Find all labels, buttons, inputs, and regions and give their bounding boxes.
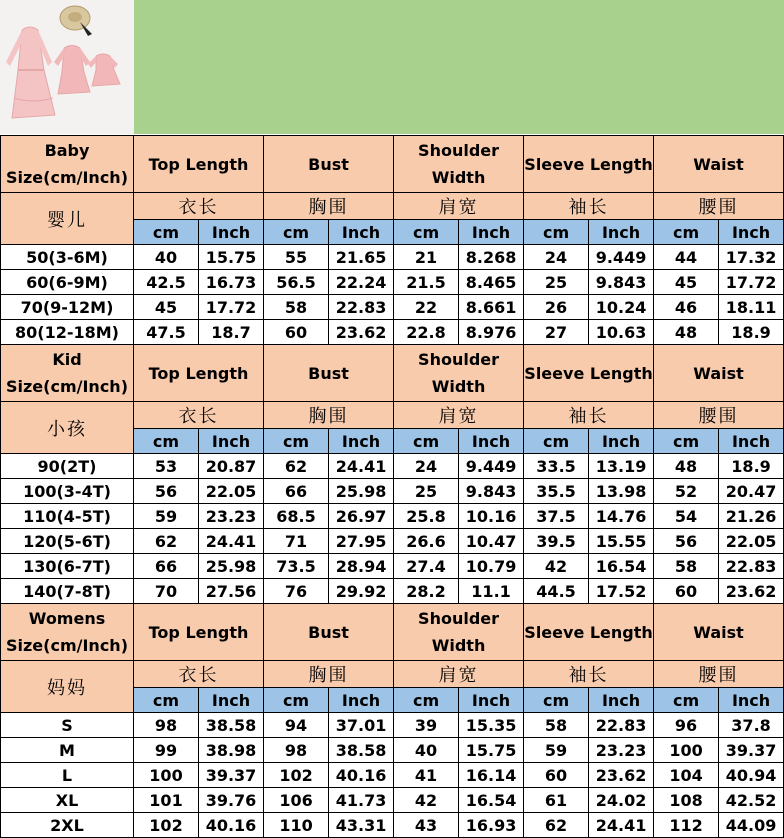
measure-cell: 54 xyxy=(654,504,719,529)
measure-cell: 39.76 xyxy=(199,788,264,813)
measure-cell: 76 xyxy=(264,579,329,604)
measure-cell: 101 xyxy=(134,788,199,813)
measure-cell: 38.58 xyxy=(329,738,394,763)
column-header-en: Waist xyxy=(654,345,784,402)
unit-cm: cm xyxy=(394,220,459,245)
unit-inch: Inch xyxy=(719,688,784,713)
measure-cell: 17.72 xyxy=(719,270,784,295)
measure-cell: 33.5 xyxy=(524,454,589,479)
unit-cm: cm xyxy=(134,688,199,713)
measure-cell: 28.94 xyxy=(329,554,394,579)
measure-cell: 10.79 xyxy=(459,554,524,579)
unit-inch: Inch xyxy=(329,429,394,454)
measure-cell: 26 xyxy=(524,295,589,320)
table-row xyxy=(1,788,784,813)
section-header-row xyxy=(1,345,784,402)
measure-cell: 11.1 xyxy=(459,579,524,604)
measure-cell: 25 xyxy=(524,270,589,295)
unit-inch: Inch xyxy=(589,688,654,713)
measure-cell: 98 xyxy=(264,738,329,763)
measure-cell: 16.93 xyxy=(459,813,524,838)
measure-cell: 60 xyxy=(264,320,329,345)
measure-cell: 98 xyxy=(134,713,199,738)
measure-cell: 15.55 xyxy=(589,529,654,554)
measure-cell: 26.6 xyxy=(394,529,459,554)
section-header-row xyxy=(1,604,784,661)
section-size-label xyxy=(1,604,134,661)
unit-inch: Inch xyxy=(719,429,784,454)
measure-cell: 43 xyxy=(394,813,459,838)
size-cell: 120(5-6T) xyxy=(1,529,134,554)
measure-cell: 45 xyxy=(654,270,719,295)
section-size-label xyxy=(1,136,134,193)
measure-cell: 48 xyxy=(654,454,719,479)
measure-cell: 18.11 xyxy=(719,295,784,320)
section-cn-header-row xyxy=(1,661,784,688)
column-header-en: Top Length xyxy=(134,136,264,193)
measure-cell: 43.31 xyxy=(329,813,394,838)
measure-cell: 22.83 xyxy=(719,554,784,579)
table-row xyxy=(1,529,784,554)
measure-cell: 40.16 xyxy=(329,763,394,788)
measure-cell: 10.63 xyxy=(589,320,654,345)
column-header-en: Sleeve Length xyxy=(524,604,654,661)
section-size-label xyxy=(1,345,134,402)
measure-cell: 106 xyxy=(264,788,329,813)
measure-cell: 62 xyxy=(264,454,329,479)
measure-cell: 102 xyxy=(264,763,329,788)
measure-cell: 16.54 xyxy=(459,788,524,813)
section-cn-label: 婴儿 xyxy=(1,193,134,245)
size-cell: 70(9-12M) xyxy=(1,295,134,320)
measure-cell: 24.41 xyxy=(199,529,264,554)
column-header-en: Sleeve Length xyxy=(524,136,654,193)
unit-cm: cm xyxy=(264,688,329,713)
unit-inch: Inch xyxy=(589,220,654,245)
measure-cell: 23.62 xyxy=(719,579,784,604)
measure-cell: 15.35 xyxy=(459,713,524,738)
unit-cm: cm xyxy=(394,688,459,713)
measure-cell: 16.54 xyxy=(589,554,654,579)
measure-cell: 39.37 xyxy=(199,763,264,788)
measure-cell: 39.37 xyxy=(719,738,784,763)
measure-cell: 40 xyxy=(134,245,199,270)
measure-cell: 61 xyxy=(524,788,589,813)
measure-cell: 23.62 xyxy=(329,320,394,345)
measure-cell: 28.2 xyxy=(394,579,459,604)
section-cn-label: 小孩 xyxy=(1,402,134,454)
measure-cell: 27.95 xyxy=(329,529,394,554)
measure-cell: 17.32 xyxy=(719,245,784,270)
measure-cell: 18.9 xyxy=(719,454,784,479)
measure-cell: 22.8 xyxy=(394,320,459,345)
measure-cell: 41.73 xyxy=(329,788,394,813)
column-header-en: Shoulder Width xyxy=(394,345,524,402)
measure-cell: 27.56 xyxy=(199,579,264,604)
unit-inch: Inch xyxy=(199,688,264,713)
table-row xyxy=(1,579,784,604)
measure-cell: 25 xyxy=(394,479,459,504)
measure-cell: 17.52 xyxy=(589,579,654,604)
unit-cm: cm xyxy=(654,688,719,713)
measure-cell: 42 xyxy=(524,554,589,579)
measure-cell: 20.87 xyxy=(199,454,264,479)
column-header-en: Bust xyxy=(264,136,394,193)
measure-cell: 52 xyxy=(654,479,719,504)
section-cn-header-row xyxy=(1,402,784,429)
measure-cell: 99 xyxy=(134,738,199,763)
size-cell: 60(6-9M) xyxy=(1,270,134,295)
measure-cell: 44 xyxy=(654,245,719,270)
measure-cell: 24.41 xyxy=(589,813,654,838)
measure-cell: 102 xyxy=(134,813,199,838)
measure-cell: 10.47 xyxy=(459,529,524,554)
column-header-cn: 腰围 xyxy=(654,402,784,429)
measure-cell: 58 xyxy=(654,554,719,579)
measure-cell: 42.5 xyxy=(134,270,199,295)
measure-cell: 25.98 xyxy=(199,554,264,579)
table-row xyxy=(1,454,784,479)
section-name: Kid xyxy=(52,350,82,369)
measure-cell: 21 xyxy=(394,245,459,270)
column-header-cn: 肩宽 xyxy=(394,402,524,429)
measure-cell: 40.16 xyxy=(199,813,264,838)
measure-cell: 66 xyxy=(134,554,199,579)
column-header-cn: 肩宽 xyxy=(394,193,524,220)
measure-cell: 15.75 xyxy=(199,245,264,270)
measure-cell: 13.98 xyxy=(589,479,654,504)
measure-cell: 39 xyxy=(394,713,459,738)
measure-cell: 24.41 xyxy=(329,454,394,479)
table-row xyxy=(1,245,784,270)
measure-cell: 35.5 xyxy=(524,479,589,504)
size-chart xyxy=(0,135,784,835)
table-row xyxy=(1,320,784,345)
measure-cell: 10.24 xyxy=(589,295,654,320)
table-row xyxy=(1,295,784,320)
measure-cell: 40.94 xyxy=(719,763,784,788)
measure-cell: 18.9 xyxy=(719,320,784,345)
size-cell: 130(6-7T) xyxy=(1,554,134,579)
unit-cm: cm xyxy=(524,688,589,713)
table-row xyxy=(1,738,784,763)
table-row xyxy=(1,554,784,579)
measure-cell: 13.19 xyxy=(589,454,654,479)
column-header-cn: 胸围 xyxy=(264,661,394,688)
measure-cell: 110 xyxy=(264,813,329,838)
measure-cell: 48 xyxy=(654,320,719,345)
measure-cell: 39.5 xyxy=(524,529,589,554)
size-cell: M xyxy=(1,738,134,763)
measure-cell: 25.98 xyxy=(329,479,394,504)
measure-cell: 38.58 xyxy=(199,713,264,738)
top-banner xyxy=(0,0,784,135)
column-header-cn: 衣长 xyxy=(134,402,264,429)
measure-cell: 104 xyxy=(654,763,719,788)
measure-cell: 58 xyxy=(264,295,329,320)
unit-inch: Inch xyxy=(459,429,524,454)
measure-cell: 22.83 xyxy=(589,713,654,738)
measure-cell: 8.268 xyxy=(459,245,524,270)
unit-cm: cm xyxy=(394,429,459,454)
size-cell: S xyxy=(1,713,134,738)
column-header-cn: 衣长 xyxy=(134,661,264,688)
measure-cell: 8.465 xyxy=(459,270,524,295)
measure-cell: 56 xyxy=(654,529,719,554)
measure-cell: 25.8 xyxy=(394,504,459,529)
column-header-cn: 肩宽 xyxy=(394,661,524,688)
measure-cell: 44.5 xyxy=(524,579,589,604)
measure-cell: 108 xyxy=(654,788,719,813)
unit-cm: cm xyxy=(264,429,329,454)
measure-cell: 27.4 xyxy=(394,554,459,579)
measure-cell: 47.5 xyxy=(134,320,199,345)
measure-cell: 66 xyxy=(264,479,329,504)
measure-cell: 42 xyxy=(394,788,459,813)
section-unit-label: Size(cm/Inch) xyxy=(5,636,128,655)
measure-cell: 23.23 xyxy=(199,504,264,529)
column-header-en: Shoulder Width xyxy=(394,604,524,661)
unit-inch: Inch xyxy=(459,220,524,245)
measure-cell: 38.98 xyxy=(199,738,264,763)
column-header-cn: 胸围 xyxy=(264,402,394,429)
size-table-body xyxy=(1,136,784,838)
table-row xyxy=(1,713,784,738)
unit-cm: cm xyxy=(134,220,199,245)
column-header-en: Waist xyxy=(654,136,784,193)
size-cell: 2XL xyxy=(1,813,134,838)
measure-cell: 56 xyxy=(134,479,199,504)
measure-cell: 100 xyxy=(654,738,719,763)
measure-cell: 14.76 xyxy=(589,504,654,529)
measure-cell: 8.976 xyxy=(459,320,524,345)
measure-cell: 62 xyxy=(524,813,589,838)
measure-cell: 22.05 xyxy=(719,529,784,554)
measure-cell: 24.02 xyxy=(589,788,654,813)
measure-cell: 22 xyxy=(394,295,459,320)
measure-cell: 21.5 xyxy=(394,270,459,295)
unit-cm: cm xyxy=(654,220,719,245)
column-header-cn: 衣长 xyxy=(134,193,264,220)
unit-inch: Inch xyxy=(459,688,524,713)
section-name: Womens xyxy=(28,609,106,628)
measure-cell: 62 xyxy=(134,529,199,554)
measure-cell: 55 xyxy=(264,245,329,270)
measure-cell: 59 xyxy=(134,504,199,529)
measure-cell: 94 xyxy=(264,713,329,738)
measure-cell: 45 xyxy=(134,295,199,320)
unit-inch: Inch xyxy=(329,688,394,713)
measure-cell: 18.7 xyxy=(199,320,264,345)
measure-cell: 21.26 xyxy=(719,504,784,529)
measure-cell: 112 xyxy=(654,813,719,838)
column-header-en: Top Length xyxy=(134,604,264,661)
measure-cell: 23.62 xyxy=(589,763,654,788)
table-row xyxy=(1,479,784,504)
size-cell: 100(3-4T) xyxy=(1,479,134,504)
banner-green-area xyxy=(134,0,784,134)
measure-cell: 9.843 xyxy=(589,270,654,295)
column-header-cn: 袖长 xyxy=(524,402,654,429)
column-header-cn: 袖长 xyxy=(524,661,654,688)
measure-cell: 26.97 xyxy=(329,504,394,529)
unit-inch: Inch xyxy=(719,220,784,245)
column-header-en: Shoulder Width xyxy=(394,136,524,193)
measure-cell: 15.75 xyxy=(459,738,524,763)
measure-cell: 60 xyxy=(524,763,589,788)
table-row xyxy=(1,270,784,295)
measure-cell: 59 xyxy=(524,738,589,763)
unit-cm: cm xyxy=(134,429,199,454)
measure-cell: 46 xyxy=(654,295,719,320)
measure-cell: 9.449 xyxy=(459,454,524,479)
unit-cm: cm xyxy=(524,220,589,245)
size-cell: 140(7-8T) xyxy=(1,579,134,604)
size-cell: L xyxy=(1,763,134,788)
measure-cell: 96 xyxy=(654,713,719,738)
measure-cell: 22.05 xyxy=(199,479,264,504)
table-row xyxy=(1,504,784,529)
measure-cell: 58 xyxy=(524,713,589,738)
measure-cell: 23.23 xyxy=(589,738,654,763)
column-header-en: Bust xyxy=(264,345,394,402)
measure-cell: 73.5 xyxy=(264,554,329,579)
product-thumbnail xyxy=(0,0,134,134)
measure-cell: 22.24 xyxy=(329,270,394,295)
measure-cell: 37.8 xyxy=(719,713,784,738)
measure-cell: 40 xyxy=(394,738,459,763)
section-unit-label: Size(cm/Inch) xyxy=(5,168,128,187)
section-unit-label: Size(cm/Inch) xyxy=(5,377,128,396)
measure-cell: 21.65 xyxy=(329,245,394,270)
measure-cell: 9.843 xyxy=(459,479,524,504)
table-row xyxy=(1,763,784,788)
measure-cell: 71 xyxy=(264,529,329,554)
measure-cell: 53 xyxy=(134,454,199,479)
unit-cm: cm xyxy=(524,429,589,454)
measure-cell: 41 xyxy=(394,763,459,788)
size-cell: XL xyxy=(1,788,134,813)
measure-cell: 16.73 xyxy=(199,270,264,295)
column-header-cn: 腰围 xyxy=(654,193,784,220)
table-row xyxy=(1,813,784,838)
column-header-en: Top Length xyxy=(134,345,264,402)
measure-cell: 24 xyxy=(394,454,459,479)
measure-cell: 60 xyxy=(654,579,719,604)
unit-inch: Inch xyxy=(199,429,264,454)
measure-cell: 22.83 xyxy=(329,295,394,320)
measure-cell: 9.449 xyxy=(589,245,654,270)
section-cn-header-row xyxy=(1,193,784,220)
column-header-cn: 胸围 xyxy=(264,193,394,220)
measure-cell: 37.5 xyxy=(524,504,589,529)
column-header-en: Bust xyxy=(264,604,394,661)
column-header-cn: 袖长 xyxy=(524,193,654,220)
measure-cell: 10.16 xyxy=(459,504,524,529)
measure-cell: 17.72 xyxy=(199,295,264,320)
unit-inch: Inch xyxy=(589,429,654,454)
column-header-en: Waist xyxy=(654,604,784,661)
measure-cell: 29.92 xyxy=(329,579,394,604)
dress-illustration xyxy=(0,0,134,134)
measure-cell: 16.14 xyxy=(459,763,524,788)
measure-cell: 56.5 xyxy=(264,270,329,295)
size-cell: 110(4-5T) xyxy=(1,504,134,529)
size-table xyxy=(0,135,784,838)
measure-cell: 70 xyxy=(134,579,199,604)
measure-cell: 27 xyxy=(524,320,589,345)
section-header-row xyxy=(1,136,784,193)
section-cn-label: 妈妈 xyxy=(1,661,134,713)
measure-cell: 100 xyxy=(134,763,199,788)
column-header-en: Sleeve Length xyxy=(524,345,654,402)
measure-cell: 44.09 xyxy=(719,813,784,838)
measure-cell: 8.661 xyxy=(459,295,524,320)
size-cell: 90(2T) xyxy=(1,454,134,479)
section-name: Baby xyxy=(44,141,90,160)
measure-cell: 37.01 xyxy=(329,713,394,738)
measure-cell: 68.5 xyxy=(264,504,329,529)
unit-cm: cm xyxy=(264,220,329,245)
size-cell: 50(3-6M) xyxy=(1,245,134,270)
column-header-cn: 腰围 xyxy=(654,661,784,688)
measure-cell: 20.47 xyxy=(719,479,784,504)
measure-cell: 24 xyxy=(524,245,589,270)
unit-inch: Inch xyxy=(199,220,264,245)
size-cell: 80(12-18M) xyxy=(1,320,134,345)
unit-inch: Inch xyxy=(329,220,394,245)
unit-cm: cm xyxy=(654,429,719,454)
measure-cell: 42.52 xyxy=(719,788,784,813)
